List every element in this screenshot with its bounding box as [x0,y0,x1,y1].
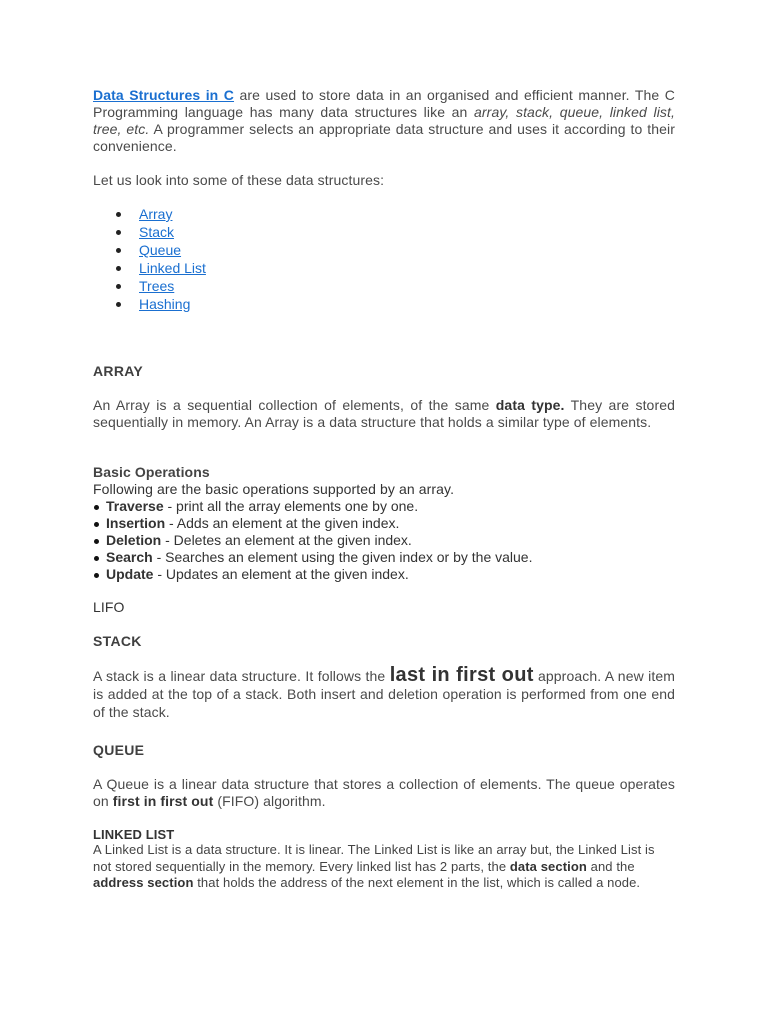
array-paragraph [93,397,675,431]
topic-link-queue[interactable]: Queue [139,242,182,258]
operation-name: Traverse [106,498,164,514]
bullet-icon [94,522,99,527]
bullet-icon [94,556,99,561]
intro-paragraph [93,87,675,155]
operations-list [93,498,533,583]
stack-heading: STACK [93,633,142,649]
queue-paragraph [93,776,675,810]
topic-link-trees[interactable]: Trees [139,278,175,294]
topic-link-hashing[interactable]: Hashing [139,296,191,312]
bullet-icon [116,212,121,217]
operation-name: Deletion [106,532,162,548]
basic-operations-heading: Basic Operations [93,464,210,480]
bullet-icon [94,505,99,510]
list-item [93,295,206,313]
intro-text-2: A programmer selects an appropriate data structure and uses it according to their convenience. [93,121,676,154]
list-item [93,259,206,277]
bullet-icon [116,248,121,253]
stack-paragraph [93,666,675,721]
list-item [93,277,206,295]
list-item [93,498,533,515]
lead-text: Let us look into some of these data structures: [93,172,385,188]
array-bold-data-type: data type. [495,397,565,413]
list-item [93,566,533,583]
bullet-icon [94,539,99,544]
stack-text-1: A stack is a linear data structure. It follows the [93,668,390,684]
bullet-icon [116,230,121,235]
linked-list-paragraph [93,842,663,892]
topics-list [93,205,206,313]
linked-text-1: A Linked List is a data structure. It is linear. The Linked List is like an array but, the Linked List is not stored sequentially in the memory. Every linked list has 2 parts, the [93,842,655,874]
operation-name: Search [106,549,153,565]
basic-operations-intro: Following are the basic operations supported by an array. [93,481,455,497]
queue-bold-fifo: first in first out [112,793,214,809]
bullet-icon [116,266,121,271]
stack-big-text: last in first out [389,664,534,686]
operation-name: Insertion [106,515,166,531]
linked-bold-data-section: data section [509,858,587,874]
topic-link-array[interactable]: Array [139,206,173,222]
operation-desc: - print all the array elements one by one. [163,498,419,514]
bullet-icon [116,284,121,289]
array-text-2: They are stored sequentially in memory. An Array is a data structure that holds a similar type of elements. [93,397,675,430]
operation-desc: - Adds an element at the given index. [165,515,400,531]
topic-link-linked-list[interactable]: Linked List [139,260,206,276]
array-heading: ARRAY [93,363,143,379]
bullet-icon [94,573,99,578]
linked-text-mid: and the [586,858,635,874]
operation-desc: - Searches an element using the given index or by the value. [152,549,533,565]
bullet-icon [116,302,121,307]
topic-link-stack[interactable]: Stack [139,224,175,240]
operation-desc: - Updates an element at the given index. [153,566,409,582]
intro-text-1: are used to store data in an organised and efficient manner. The C Programming language has many data structures like an [93,87,675,120]
list-item [93,223,206,241]
array-text-1: An Array is a sequential collection of elements, of the same [93,397,496,413]
queue-heading: QUEUE [93,742,145,758]
list-item [93,205,206,223]
intro-italic-list: array, stack, queue, linked list, tree, etc. [93,104,675,137]
list-item [93,549,533,566]
queue-text-1: A Queue is a linear data structure that stores a collection of elements. The queue operates on [93,776,675,809]
lifo-label: LIFO [93,599,125,615]
list-item [93,532,533,549]
operation-name: Update [106,566,154,582]
linked-text-rest: that holds the address of the next element in the list, which is called a node. [193,875,641,890]
queue-text-2: (FIFO) algorithm. [213,793,326,809]
linked-bold-address-section: address section [93,875,194,890]
linked-list-heading: LINKED LIST [93,827,175,842]
list-item [93,515,533,532]
stack-text-2: approach. A new item is added at the top of a stack. Both insert and deletion operation is performed from one end of the stack. [93,668,675,720]
operation-desc: - Deletes an element at the given index. [161,532,412,548]
data-structures-in-c-link[interactable]: Data Structures in C [93,87,235,103]
list-item [93,241,206,259]
